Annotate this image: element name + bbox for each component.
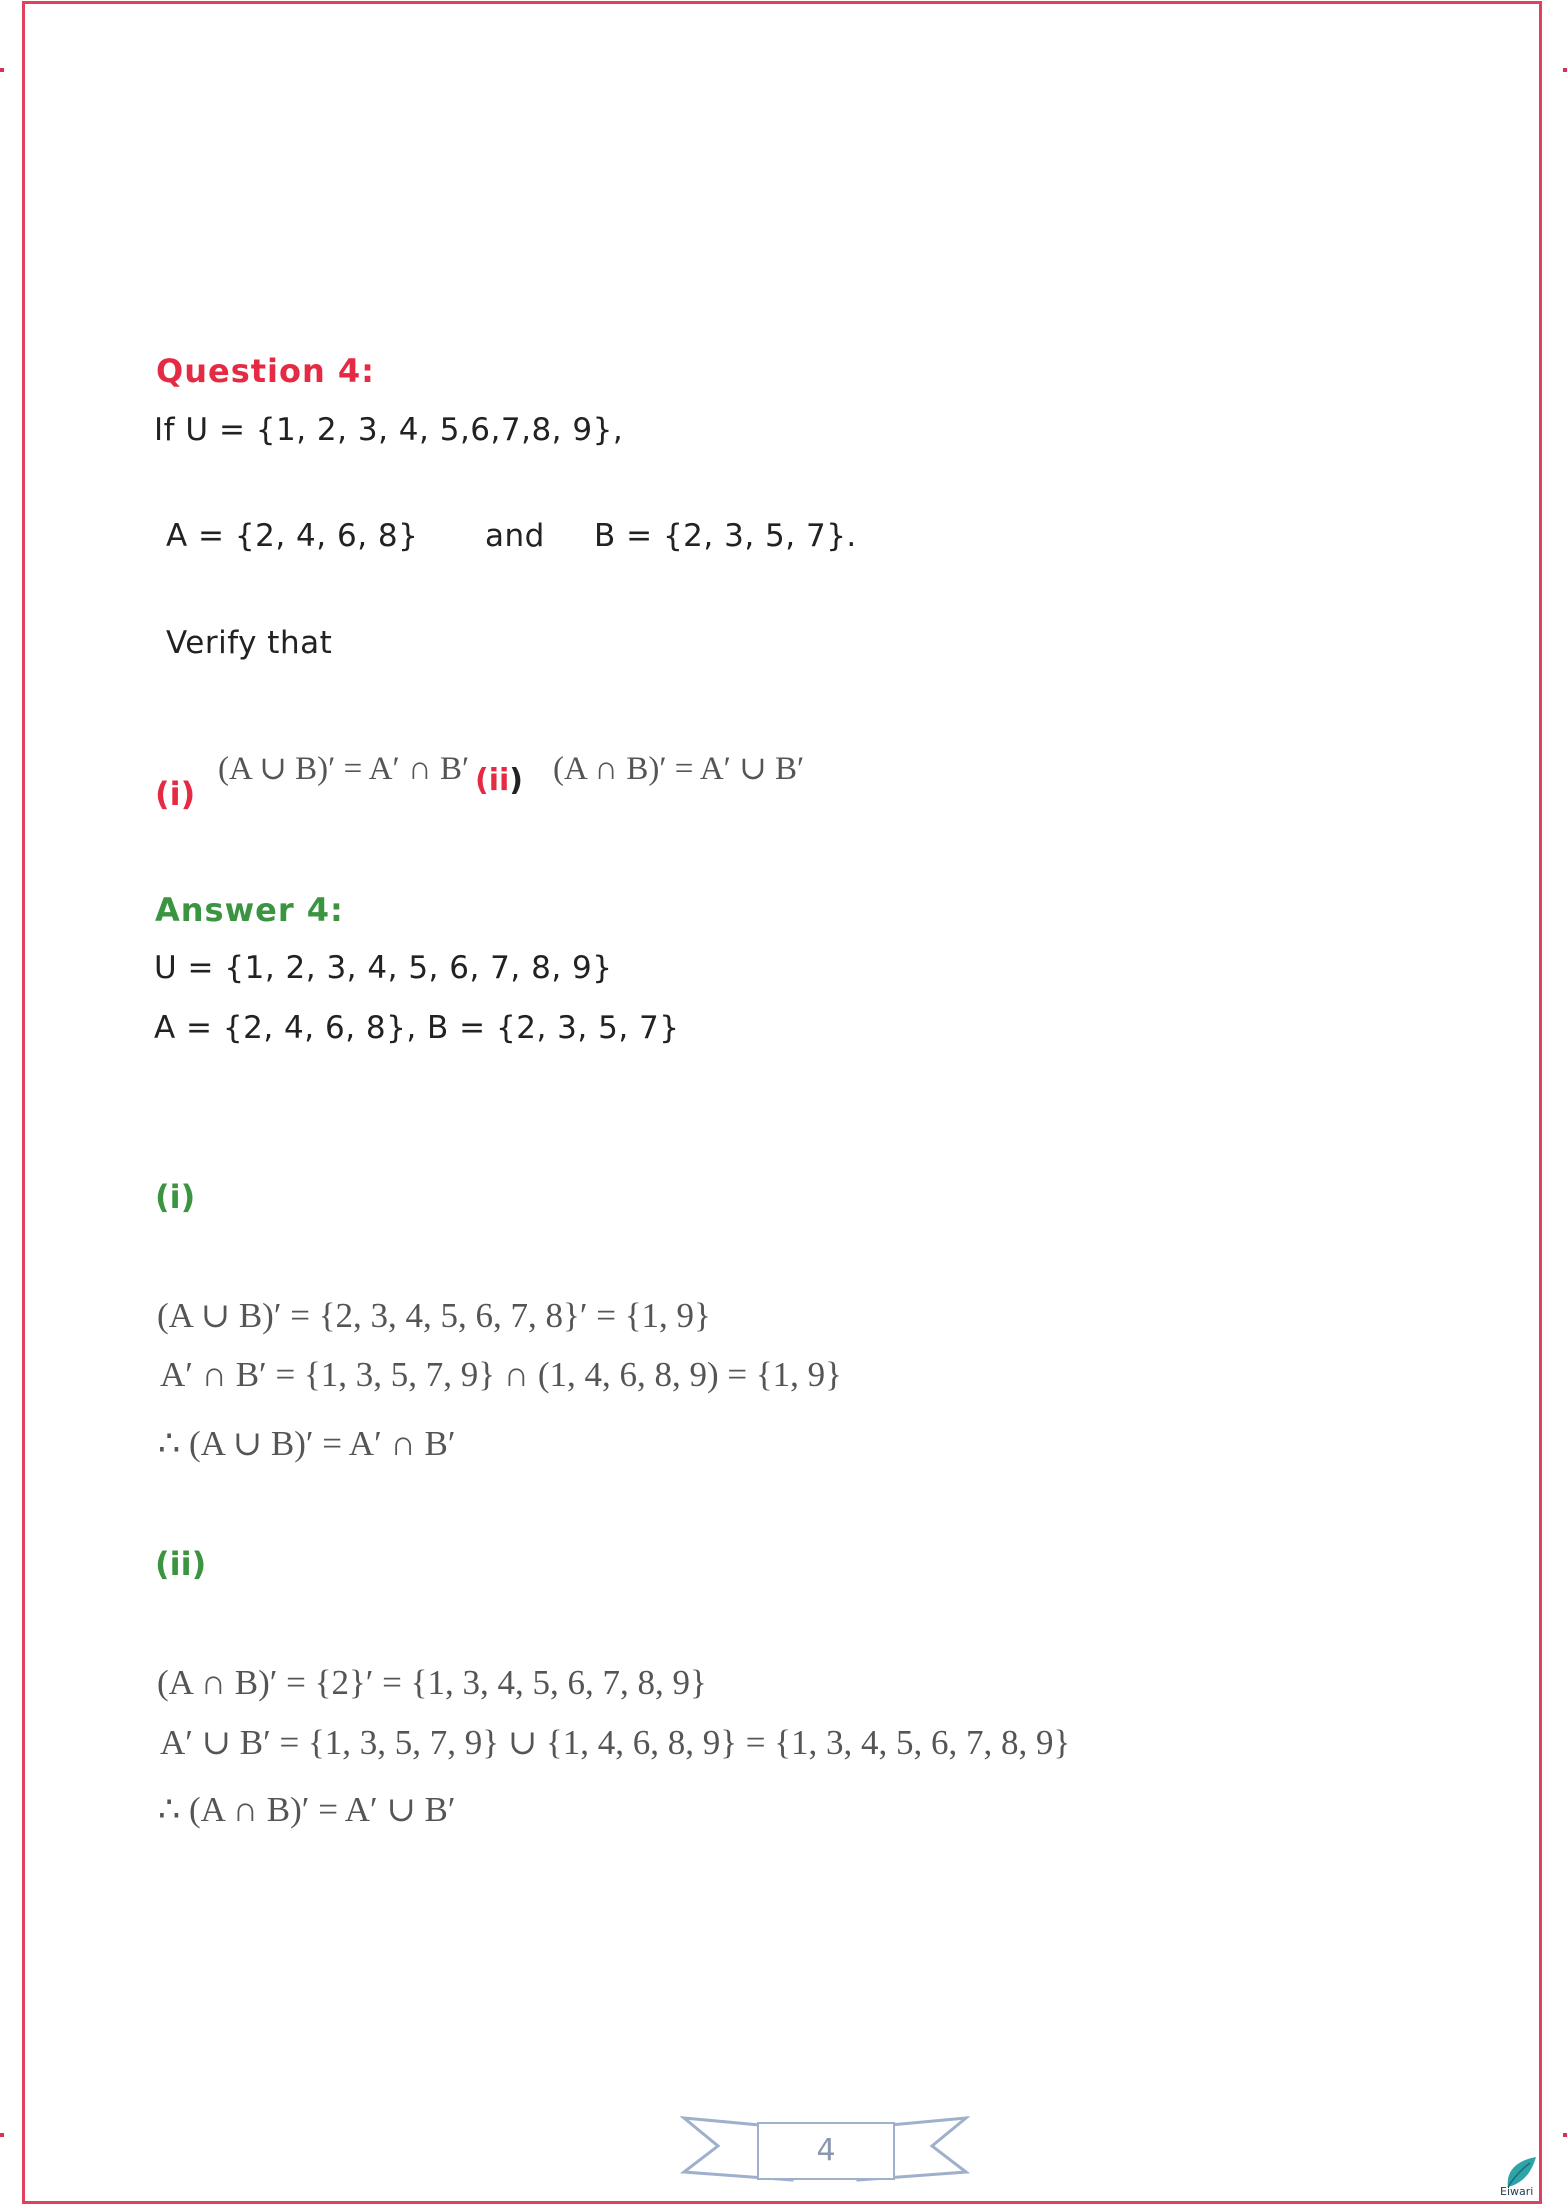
answer-part-i-line-2: A′ ∩ B′ = {1, 3, 5, 7, 9} ∩ (1, 4, 6, 8, 9) = {1, 9} bbox=[160, 1355, 842, 1394]
question-and: and bbox=[485, 518, 545, 554]
question-part-i-expression: (A ∪ B)′ = A′ ∩ B′ bbox=[218, 751, 470, 787]
page-number: 4 bbox=[757, 2122, 895, 2180]
question-part-i-label: (i) bbox=[155, 775, 196, 813]
answer-part-ii-conclusion: ∴ (A ∩ B)′ = A′ ∪ B′ bbox=[158, 1790, 456, 1829]
part-ii-label-text: (ii bbox=[475, 763, 510, 798]
leaf-icon bbox=[1500, 2155, 1540, 2189]
page-border bbox=[22, 1, 1542, 2204]
question-verify: Verify that bbox=[166, 625, 333, 661]
question-heading: Question 4: bbox=[156, 352, 375, 390]
answer-part-ii-label: (ii) bbox=[155, 1545, 207, 1583]
answer-universal-set: U = {1, 2, 3, 4, 5, 6, 7, 8, 9} bbox=[154, 950, 613, 986]
crop-mark bbox=[0, 68, 4, 72]
publisher-logo bbox=[1500, 2155, 1544, 2201]
answer-part-i-conclusion: ∴ (A ∪ B)′ = A′ ∩ B′ bbox=[158, 1424, 456, 1463]
page-number-ribbon bbox=[680, 2100, 970, 2192]
answer-part-ii-line-2: A′ ∪ B′ = {1, 3, 5, 7, 9} ∪ {1, 4, 6, 8, 9} = {1, 3, 4, 5, 6, 7, 8, 9} bbox=[160, 1723, 1071, 1762]
crop-mark bbox=[1563, 2133, 1567, 2137]
part-ii-label-paren: ) bbox=[509, 763, 523, 798]
question-universal-set: If U = {1, 2, 3, 4, 5,6,7,8, 9}, bbox=[154, 412, 624, 448]
crop-mark bbox=[0, 2133, 4, 2137]
answer-heading: Answer 4: bbox=[155, 891, 344, 929]
answer-part-i-label: (i) bbox=[155, 1178, 196, 1216]
question-set-a: A = {2, 4, 6, 8} bbox=[166, 518, 419, 554]
question-part-ii-label bbox=[475, 763, 523, 798]
crop-mark bbox=[1563, 68, 1567, 72]
answer-part-i-line-1: (A ∪ B)′ = {2, 3, 4, 5, 6, 7, 8}′ = {1, 9} bbox=[157, 1296, 711, 1335]
answer-sets-ab: A = {2, 4, 6, 8}, B = {2, 3, 5, 7} bbox=[154, 1010, 680, 1046]
question-part-ii-expression: (A ∩ B)′ = A′ ∪ B′ bbox=[553, 751, 805, 787]
logo-text: Eiwari bbox=[1500, 2185, 1534, 2198]
answer-part-ii-line-1: (A ∩ B)′ = {2}′ = {1, 3, 4, 5, 6, 7, 8, 9} bbox=[157, 1663, 707, 1702]
question-set-b: B = {2, 3, 5, 7}. bbox=[594, 518, 857, 554]
